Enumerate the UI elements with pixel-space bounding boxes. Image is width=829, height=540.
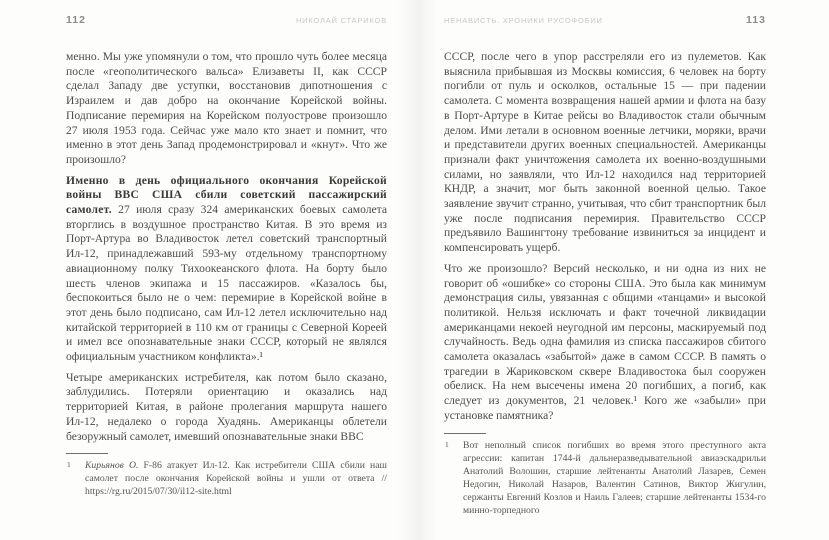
footnote-right [444,433,766,517]
page-body-right [444,50,766,424]
body-paragraph: менно. Мы уже упомянули о том, что прошло чуть более месяца после «геополитического вальса» Елизаветы II, как СССР сделал Западу две уступки, восстановив дипотношения с Израилем и дав добро на окончание Корейской войны. Подписание перемирия на Корейском полуострове произошло 27 июля 1953 года. Сейчас уже мало кто знает и помнит, что именно в этот день Запад продемонстрировал и «кнут». Что же произошло? [66,50,387,166]
footnote-rule-left [66,453,108,454]
page-head-left [66,14,387,30]
page-right [444,14,766,517]
footnote-author: Кирьянов О. [85,460,139,472]
footnote-marker-left: 1 [67,460,71,470]
body-paragraph: Четыре американских истребителя, как потом было сказано, заблудились. Потеряли ориентацию и оказались над территорией Китая, в районе пролегания маршрута нашего Ил-12, недалеко о города Хуадянь. Американцы облетели безоружный самолет, имевший опознавательные знаки ВВС [66,370,387,443]
footnote-text-left: F-86 атакует Ил-12. Как истребители США сбили наш самолет после окончания Корейской войны и ушли от ответа // https://rg.ru/2015/07/30/il12-site.html [85,460,387,498]
page-gutter-shadow [396,0,436,540]
page-number-right: 113 [746,14,766,26]
page-left [66,14,387,498]
footnote-left [66,453,387,498]
page-number-left: 112 [66,14,86,26]
body-paragraph [66,174,387,365]
footnote-text-right: Вот неполный список погибших во время этого преступного акта агрессии: капитан 1744-й дальнеразведывательной авиаэскадрильи Анатолий Волошин, старшие лейтенанты Анатолий Лазарев, Семен Недогин, Николай Назаров, Валентин Сатинов, Виктор Жигулин, сержанты Евгений Козлов и Наиль Галеев; старшие лейтенанты 1534-го минно-торпедного [463,439,766,516]
paragraph-text: 27 июля сразу 324 американских боевых самолета вторглись в воздушное пространство Китая. В это время из Порт-Артура во Владивосток летел советский транспортный Ил-12, принадлежавший 593-му отдельному транспортному авиационному полку Тихоокеанского флота. На борту было шесть членов экипажа и 15 пассажиров. «Казалось бы, беспокоиться было не о чем: перемирие в Корейской войне в этот день было подписано, сам Ил-12 летел исключительно над китайской территорией в 110 км от границы с Северной Кореей и имел все опознавательные знаки СССР, который не являлся официальным участником конфликта».¹ [66,203,387,364]
footnote-body-right [444,439,766,517]
body-paragraph: СССР, после чего в упор расстреляли его из пулеметов. Как выяснила прибывшая из Москвы комиссия, 6 человек на борту погибли от пуль и осколков, остальные 15 — при падении самолета. С момента возвращения нашей армии и флота на базу в Порт-Артуре в Китае рейсы во Владивосток стали обычным делом. Ими летали в основном военные летчики, моряки, врачи и представители других военных специальностей. Американцы признали факт уничтожения самолета их военно-воздушными силами, но заявляли, что Ил-12 находился над территорией КНДР, а значит, мог быть законной военной целью. Такое заявление звучит странно, учитывая, что сбит транспортник был уже после подписания перемирия. Правительство СССР предъявило Вашингтону требование извиниться за инцидент и компенсировать ущерб. [444,50,766,255]
footnote-rule-right [444,433,486,434]
page-body-left [66,50,387,444]
paragraph-bold-lead: Именно в день официального окончания Корейской войны ВВС США сбили советский пассажирский самолет. [66,173,387,217]
running-header-right: НЕНАВИСТЬ. ХРОНИКИ РУСОФОБИИ [444,16,603,25]
running-header-left: НИКОЛАЙ СТАРИКОВ [295,16,387,25]
body-paragraph: Что же произошло? Версий несколько, и ни одна из них не говорит об «ошибке» со стороны США. Это была как минимум демонстрация силы, увязанная с общими «танцами» и высокой политикой. Нельзя исключать и факт точечной ликвидации американцами некоей неугодной им персоны, маскируемый под случайность. Ведь одна фамилия из списка пассажиров сбитого самолета оказалась «забытой» даже в самом СССР. В память о трагедии в Жариковском сквере Владивостока был сооружен обелиск. На нем высечены имена 20 погибших, а погиб, как следует из документов, 21 человек.¹ Кого же «забыли» при установке памятника? [444,261,766,422]
page-head-right [444,14,766,30]
footnote-marker-right: 1 [445,439,449,449]
footnote-body-left [66,459,387,498]
